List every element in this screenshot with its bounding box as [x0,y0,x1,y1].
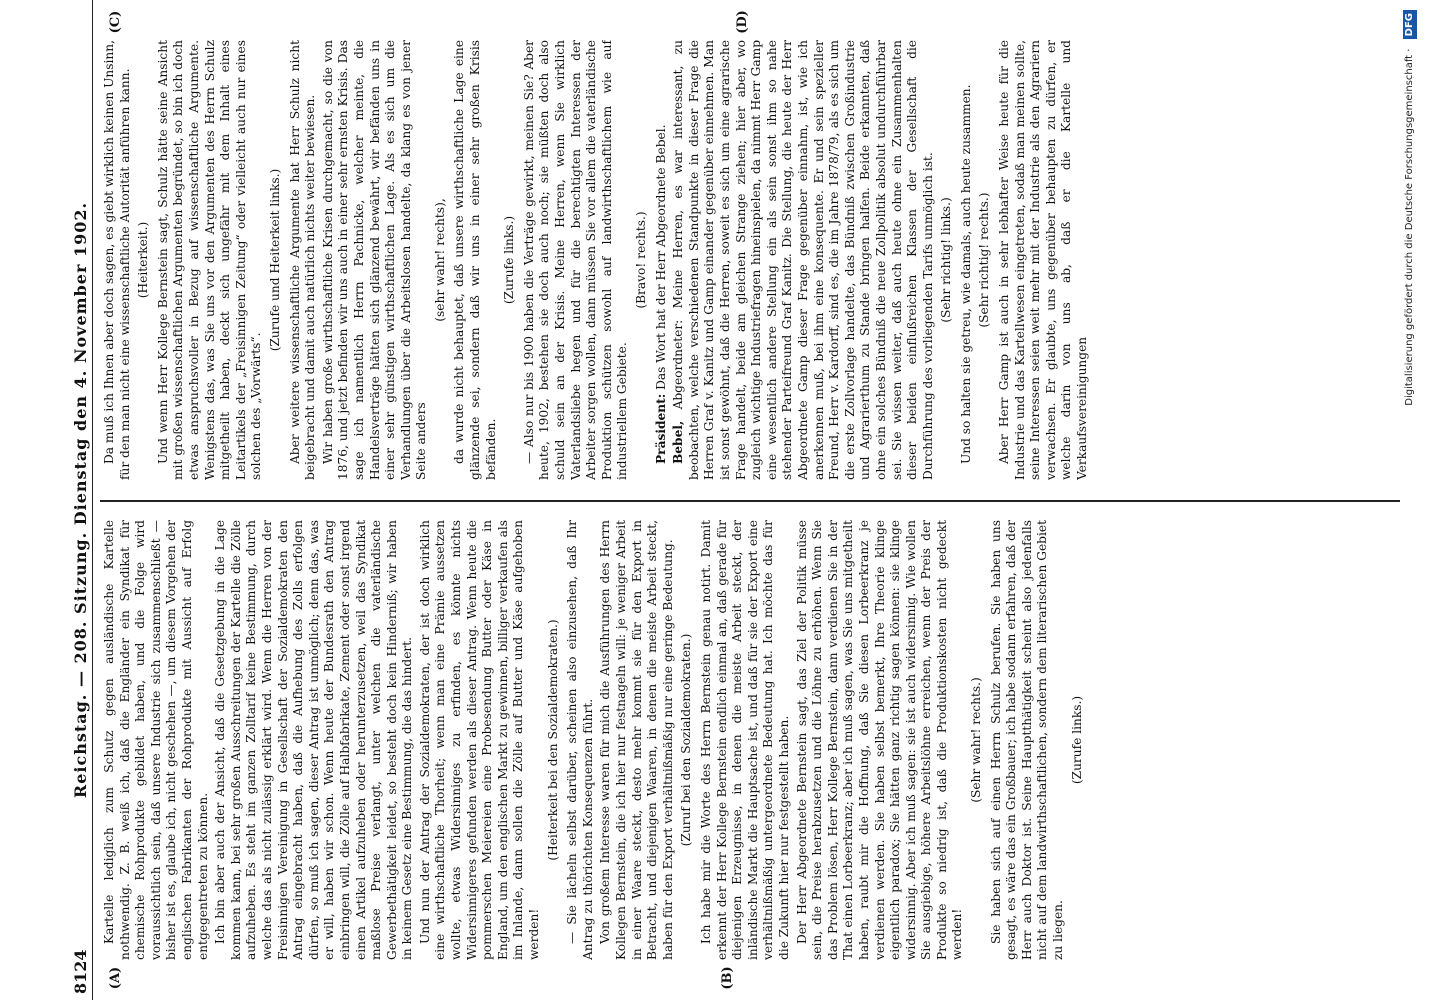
page-title: Reichstag. — 208. Sitzung. Dienstag den 4. November 1902. [71,201,90,799]
paragraph: Wir haben große wirthschaftliche Krisen durchgemacht, so die von 1876, und jetzt befinden wir uns auch in einer sehr ernsten Krisis. Das sage ich namentlich Herrn Pachnicke, welcher meinte, die Handelsverträge hätten sich glänzend bewährt, wir befänden uns in einer sehr günstigen wirthschaftlichen Lage. Als es sich um die Verhandlungen über die Arbeitslosen handelte, da klang es von jener Seite anders [320,40,429,480]
interjection: (Zurufe links.) [1069,695,1084,785]
interjection: (Sehr wahr! rechts.) [969,677,984,803]
paragraph: Und nun der Antrag der Sozialdemokraten, der ist doch wirklich eine wirthschaftliche Thorheit; wenn man eine Prämie aussetzen wollte, etwas Widersinniges zu erfinden, es könnte nichts Widersinnigeres gefunden werden als dieser Antrag. Wenn heute die pommerschen Meiereien eine Probesendung Butter oder Käse in England, um den englischen Markt zu gewinnen, billiger verkaufen als im Inlande, dann sollen die Zölle auf Butter und Käse aufgehoben werden! [417,520,542,960]
speech-paragraph [654,40,670,480]
paragraph: Und so halten sie getreu, wie damals, auch heute zusammen. [958,84,973,464]
margin-marker-c: (C) [108,10,123,34]
column-divider [100,500,1400,502]
right-column [102,40,1402,480]
speech-paragraph [671,40,936,480]
page-header [70,0,93,1000]
paragraph: Von großem Interesse waren für mich die Ausführungen des Herrn Kollegen Bernstein, die ich hier nur festnageln will: je weniger Arbeit in einer Waare steckt, desto mehr kommt sie für den Export in Betracht, und diejenigen Waaren, in denen die meiste Arbeit steckt, haben für den Export verhältnißmäßig nur eine geringe Bedeutung. [598,520,675,960]
speaker-name: Bebel, [671,420,686,464]
page-number: 8124 [71,949,90,994]
paragraph: Kartelle lediglich zum Schutz gegen ausländische Kartelle nothwendig. Z. B. weiß ich, daß die Engländer ein Syndikat für chemische Rohprodukte gebildet haben, und die Folge wird voraussichtlich sein, daß unsere Industrie sich zusammenschließt — bisher ist es, glaube ich, nicht geschehen —, um diesem Vorgehen der englischen Fabrikanten der Rohprodukte mit Aussicht auf Erfolg entgegentreten zu können. [102,520,210,960]
speech-text: Abgeordneter: Meine Herren, es war interessant, zu beobachten, welche verschiedenen Standpunkte in dieser Frage die Herren Graf v. Kanitz und Gamp einander gegenüber einnehmen. Man ist sonst gewöhnt, daß die Herren, soweit es sich um eine agrarische Frage handelt, beide am gleichen Strange ziehen; hier aber, wo zugleich wichtige Industriefragen hineinspielen, da nimmt Herr Gamp eine wesentlich andere Stellung ein als sein sonst ihm so nahe stehender Parteifreund Graf Kanitz. Die Stellung, die heute der Herr Abgeordnete Gamp dieser Frage gegenüber einnahm, ist, wie ich anerkennen muß, bei ihm eine konsequente. Er und sein spezieller Freund, Herr v. Kardorff, sind es, die im Jahre 1878/79, als es sich um die erste Zollvorlage handelte, das Bündniß zwischen Großindustrie und Agrarierthum zu Stande bringen halfen. Beide erkannten, daß ohne ein solches Bündniß die neue Zollpolitik absolut undurchführbar sei. Sie wissen weiter, daß auch heute ohne ein Zusammenhalten dieser beiden einflußreichen Klassen der Gesellschaft die Durchführung des vorliegenden Tarifs unmöglich ist. [671,40,935,480]
interjection: (Zurufe links.) [502,215,517,305]
paragraph: Der Herr Abgeordnete Bernstein sagt, das Ziel der Politik müsse sein, die Preise herabzusetzen und die Löhne zu erhöhen. Wenn Sie das Problem lösen, Herr Kollege Bernstein, dann verdienen Sie in der That einen Lorbeerkranz; aber ich muß sagen, was Sie uns mitgetheilt haben, raubt mir die Hoffnung, daß Sie diesen Lorbeerkranz je verdienen werden. Sie haben selbst bemerkt, Ihre Theorie klinge eigentlich paradox; Sie hätten ganz richtig sagen können: sie klinge widersinnig. Aber ich muß sagen: sie ist auch widersinnig. Wie wollen Sie ausgiebige, höhere Arbeitslöhne erreichen, wenn der Preis der Produkte so niedrig ist, daß die Produktionskosten nicht gedeckt werden! [794,520,965,960]
paragraph: — Also nur bis 1900 haben die Verträge gewirkt, meinen Sie? Aber heute, 1902, bestehen sie doch auch noch; sie müßten doch also schuld sein an der Krisis. Meine Herren, wenn Sie wirklich Vaterlandsliebe hegen und für die berechtigten Interessen der Arbeiter sorgen wollen, dann müssen Sie vor allem die vaterländische Produktion schützen sowohl auf landwirthschaftlichem wie auf industriellem Gebiete. [521,40,630,480]
margin-marker-d: (D) [735,10,750,34]
interjection: (Heiterkeit.) [136,221,151,299]
interjection: (sehr wahr! rechts), [432,198,447,322]
paragraph: — Sie lächeln selbst darüber, scheinen also einzusehen, daß Ihr Antrag zu thörichten Konsequenzen führt. [565,520,595,960]
newspaper-page [30,0,1414,1000]
margin-marker-a: (A) [108,966,123,990]
paragraph: Da muß ich Ihnen aber doch sagen, es giebt wirklich keinen Unsinn, für den man nicht eine wissenschaftliche Autorität anführen kann. [102,40,132,480]
interjection: (Zuruf bei den Sozialdemokraten.) [679,633,694,847]
left-column [102,520,1402,960]
paragraph: Sie haben sich auf einen Herrn Schulz berufen. Sie haben uns gesagt, es wäre das ein Großbauer; ich habe sodann erfahren, daß der Herr auch Doktor ist. Seine Hauptthätigkeit scheint also jedenfalls nicht auf dem landwirthschaftlichen, sondern dem literarischen Gebiet zu liegen. [988,520,1066,960]
interjection: (Heiterkeit bei den Sozialdemokraten.) [545,619,560,861]
paragraph: Ich habe mir die Worte des Herrn Bernstein genau notirt. Damit erkennt der Herr Kollege Bernstein endlich einmal an, daß gerade für diejenigen Erzeugnisse, in denen die meiste Arbeit steckt, der inländische Markt die Hauptsache ist, und daß für sie der Export eine verhältnißmäßig untergeordnete Bedeutung hat. Ich möchte das für die Zukunft hier nur festgestellt haben. [698,520,791,960]
interjection: (Bravo! rechts.) [634,211,648,309]
credit-text: Digitalisierung gefördert durch die Deutsche Forschungsgemeinschaft · [1404,48,1415,406]
paragraph: Aber Herr Gamp ist auch in sehr lebhafter Weise heute für die Industrie und das Kartellwesen eingetreten, sodaß man meinen sollte, seine Interessen seien weit mehr mit der Industrie als den Agrariern verwachsen. Er glaubte, uns gegenüber behaupten zu dürfen, er welche darin von uns ab, daß er die Kartelle und Verkaufsvereinigungen [997,40,1090,480]
speech-text: Das Wort hat der Herr Abgeordnete Bebel. [653,124,668,394]
dfg-logo: DFG [1403,10,1417,39]
interjection: (Sehr richtig! rechts.) [977,192,992,328]
interjection: (Sehr richtig! links.) [939,197,954,323]
interjection: (Zurufe und Heiterkeit links.) [267,168,282,352]
margin-marker-b: (B) [720,966,735,990]
speaker-name: Präsident: [653,393,668,464]
paragraph: da wurde nicht behauptet, daß unsere wirthschaftliche Lage eine glänzende sei, sondern daß wir uns in einer sehr großen Krisis befänden. [452,40,498,480]
digitization-credit [1398,10,1422,990]
paragraph: Und wenn Herr Kollege Bernstein sagt, Schulz hätte seine Ansicht mit großen wissenschaftlichen Argumenten begründet, so bin ich doch etwas anspruchsvoller in Bezug auf wissenschaftliche Argumente. Wenigstens das, was Sie uns vor den Argumenten des Herrn Schulz mitgetheilt haben, deckt sich ungefähr mit dem Inhalt eines Leitartikels der „Freisinnigen Zeitung“ oder vielleicht auch nur eines solchen des „Vorwärts“. [155,40,264,480]
paragraph: Aber weitere wissenschaftliche Argumente hat Herr Schulz nicht beigebracht und damit auch natürlich nichts weiter bewiesen. [287,40,318,480]
paragraph: Ich bin aber auch der Ansicht, daß die Gesetzgebung in die Lage kommen kann, bei sehr großen Ausschreitungen der Kartelle die Zölle aufzuheben. Es steht im ganzen Zolltarif keine Bestimmung, durch welche das als nicht zulässig erklärt wird. Wenn die Herren von der Freisinnigen Vereinigung in Gesellschaft der Sozialdemokraten den Antrag eingebracht haben, daß die Aufhebung des Zolls erfolgen dürfen, so muß ich sagen, dieser Antrag ist unmöglich; denn das, was er will, haben wir schon. Wenn heute der Bundesrath den Antrag einbringen will, die Zölle auf Halbfabrikate, Zement oder sonst irgend einen Artikel aufzuheben oder herunterzusetzen, weil das Syndikat maßlose Preise verlangt, unter welchen die vaterländische Gewerbethätigkeit leidet, so besteht doch kein Hinderniß; wir haben in keinem Gesetz eine Bestimmung, die das hindert. [213,520,415,960]
